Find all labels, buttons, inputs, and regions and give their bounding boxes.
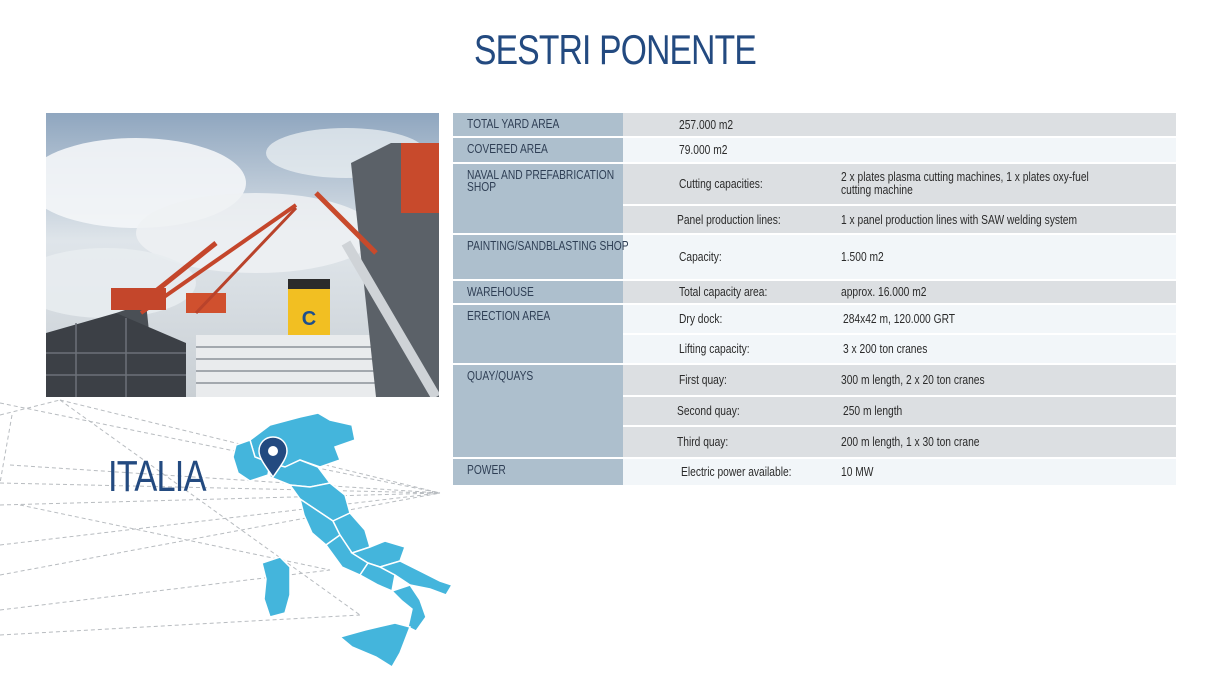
row-label: POWER — [453, 458, 623, 486]
row-key: Panel production lines: — [623, 205, 841, 234]
row-value: 1 x panel production lines with SAW welding system — [841, 205, 1176, 234]
table-row — [453, 280, 1176, 304]
table-row — [453, 163, 1176, 205]
row-key: Second quay: — [623, 396, 841, 426]
costa-logo: C — [301, 308, 317, 330]
row-label: PAINTING/SANDBLASTING SHOP — [453, 234, 623, 280]
network-lines — [0, 400, 440, 635]
table-row — [453, 113, 1176, 137]
yard-spec-table — [453, 113, 1176, 487]
row-key: Electric power available: — [623, 458, 841, 486]
row-value: 257.000 m2 — [623, 113, 1176, 137]
row-value: 300 m length, 2 x 20 ton cranes — [841, 364, 1176, 396]
table-row — [453, 364, 1176, 396]
shipyard-photo — [46, 113, 439, 397]
row-label: TOTAL YARD AREA — [453, 113, 623, 137]
row-key: Capacity: — [623, 234, 841, 280]
row-value: approx. 16.000 m2 — [841, 280, 1176, 304]
table-row — [453, 304, 1176, 334]
row-key: Third quay: — [623, 426, 841, 458]
row-key: First quay: — [623, 364, 841, 396]
country-label: ITALIA — [108, 452, 206, 501]
row-key: Dry dock: — [623, 304, 841, 334]
row-label: QUAY/QUAYS — [453, 364, 623, 458]
row-key: Lifting capacity: — [623, 334, 841, 364]
page-title: SESTRI PONENTE — [474, 26, 756, 73]
row-value: 10 MW — [841, 458, 1176, 486]
row-key: Total capacity area: — [623, 280, 841, 304]
row-value: 79.000 m2 — [623, 137, 1176, 163]
row-label: COVERED AREA — [453, 137, 623, 163]
row-value: 3 x 200 ton cranes — [841, 334, 1176, 364]
table-row — [453, 137, 1176, 163]
row-label: ERECTION AREA — [453, 304, 623, 364]
row-value: 284x42 m, 120.000 GRT — [841, 304, 1176, 334]
table-row — [453, 458, 1176, 486]
table-row — [453, 234, 1176, 280]
row-value: 250 m length — [841, 396, 1176, 426]
row-label: NAVAL AND PREFABRICATION SHOP — [453, 163, 623, 234]
row-value: 2 x plates plasma cutting machines, 1 x plates oxy-fuel cutting machine — [841, 163, 1176, 205]
row-value: 1.500 m2 — [841, 234, 1176, 280]
italy-map — [0, 395, 470, 685]
row-key: Cutting capacities: — [623, 163, 841, 205]
row-label: WAREHOUSE — [453, 280, 623, 304]
row-value: 200 m length, 1 x 30 ton crane — [841, 426, 1176, 458]
